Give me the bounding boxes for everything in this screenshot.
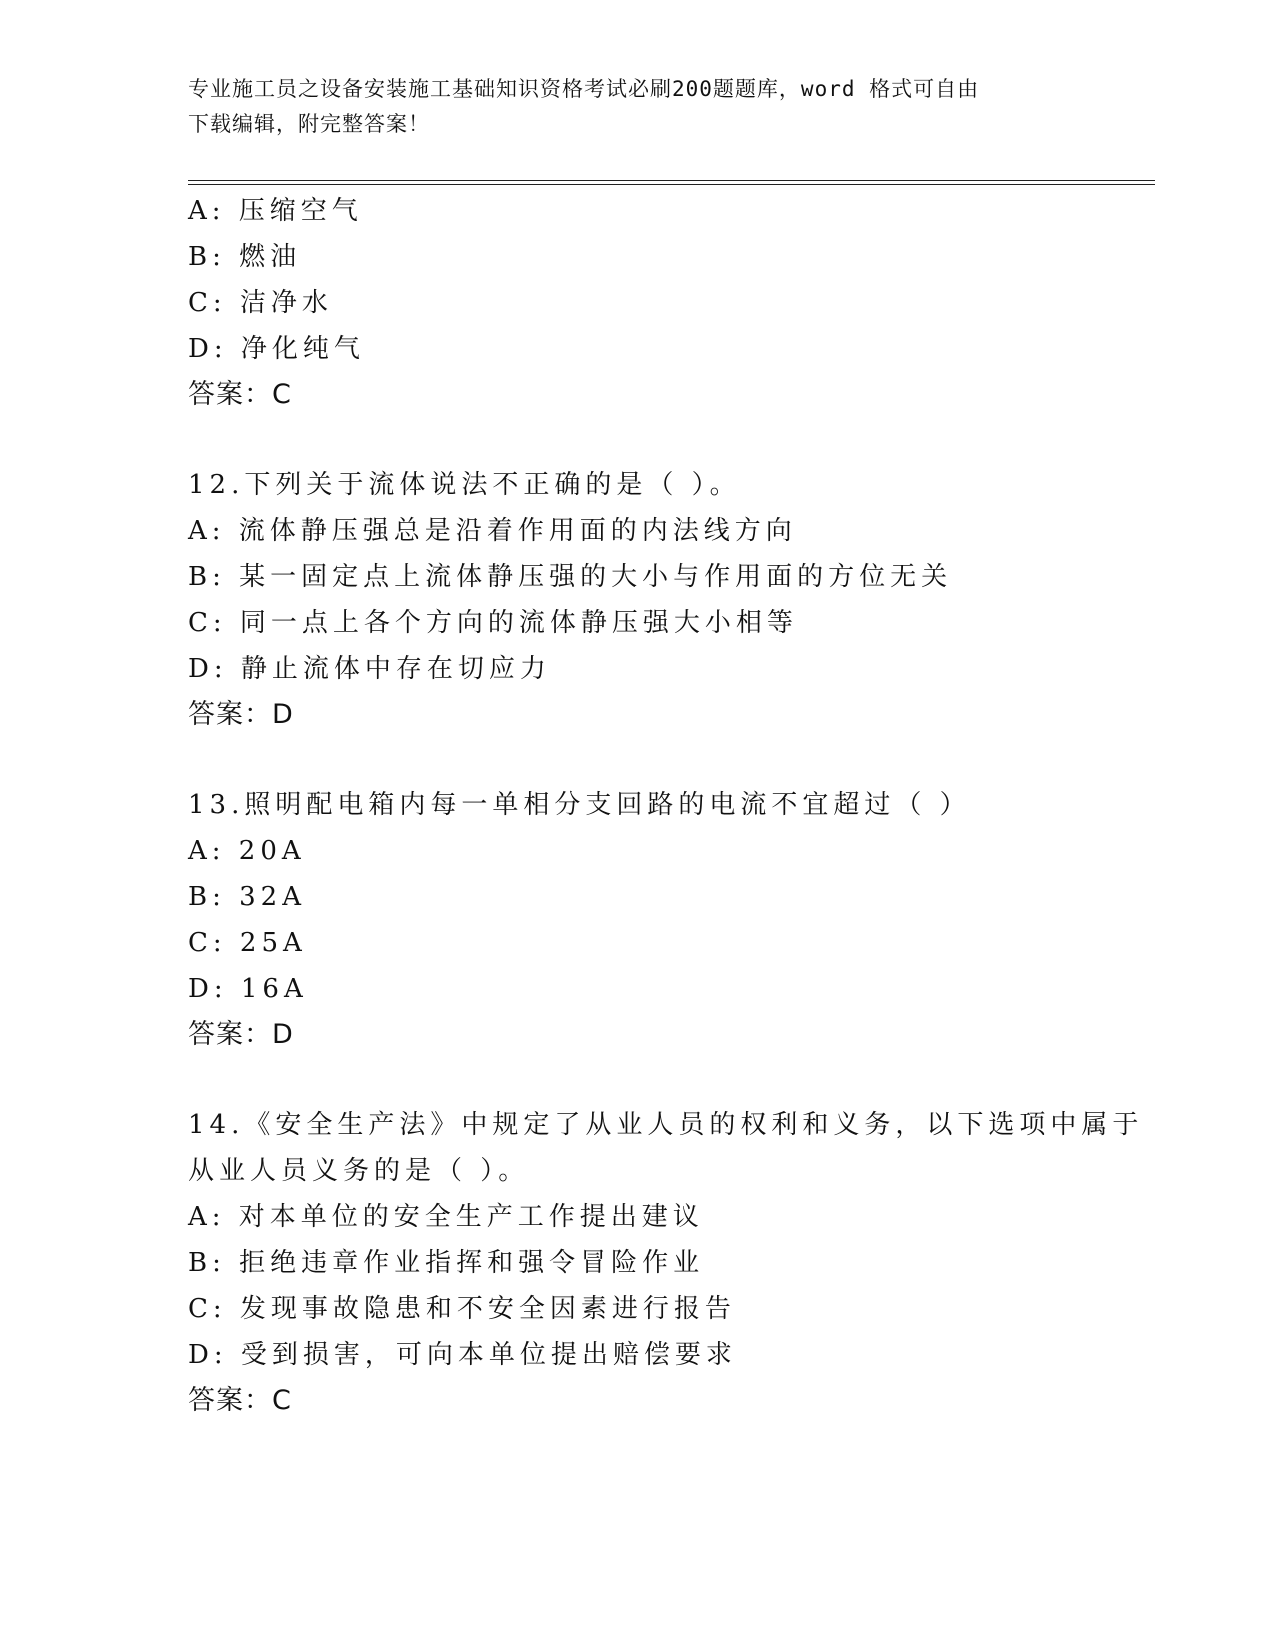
q12-option-c: C: 同一点上各个方向的流体静压强大小相等 [188, 608, 798, 638]
q14-option-d: D: 受到损害，可向本单位提出赔偿要求 [188, 1340, 737, 1370]
q11-option-c: C: 洁净水 [188, 288, 333, 318]
q13-answer: 答案：D [188, 1019, 294, 1050]
spacer [188, 738, 1088, 782]
header-title-line-1: 专业施工员之设备安装施工基础知识资格考试必刷200题题库，word 格式可自由 [188, 77, 980, 101]
q11-option-d: D: 净化纯气 [188, 334, 365, 364]
q13-question: 13.照明配电箱内每一单相分支回路的电流不宜超过（ ） [188, 790, 971, 820]
question-14-block [188, 1102, 1144, 1424]
q14-question-line-2: 从业人员义务的是（ ）。 [188, 1156, 530, 1186]
q13-option-a: A: 20A [188, 836, 306, 866]
q14-answer: 答案：C [188, 1385, 292, 1416]
spacer [188, 1058, 1088, 1102]
q13-option-d: D: 16A [188, 974, 308, 1004]
q14-option-b: B: 拒绝违章作业指挥和强令冒险作业 [188, 1248, 705, 1278]
question-13-block [188, 782, 1088, 1058]
q12-question: 12.下列关于流体说法不正确的是（ ）。 [188, 470, 741, 500]
q12-answer: 答案：D [188, 699, 294, 730]
spacer [188, 418, 1088, 462]
q14-option-c: C: 发现事故隐患和不安全因素进行报告 [188, 1294, 736, 1324]
q13-option-c: C: 25A [188, 928, 307, 958]
q14-option-a: A: 对本单位的安全生产工作提出建议 [188, 1202, 704, 1232]
question-11-block [188, 188, 1088, 418]
q11-option-a: A: 压缩空气 [188, 196, 363, 226]
question-12-block [188, 462, 1088, 738]
q11-answer: 答案：C [188, 379, 292, 410]
q13-option-b: B: 32A [188, 882, 306, 912]
q14-question-line-1: 14.《安全生产法》中规定了从业人员的权利和义务，以下选项中属于 [188, 1110, 1144, 1140]
q11-option-b: B: 燃油 [188, 242, 302, 272]
question-list [188, 188, 1144, 1424]
header-divider-bottom [188, 184, 1155, 185]
document-header [188, 72, 1068, 142]
header-title-line-2: 下载编辑，附完整答案！ [188, 112, 430, 136]
q12-option-b: B: 某一固定点上流体静压强的大小与作用面的方位无关 [188, 562, 953, 592]
q12-option-d: D: 静止流体中存在切应力 [188, 654, 551, 684]
q12-option-a: A: 流体静压强总是沿着作用面的内法线方向 [188, 516, 797, 546]
header-divider-top [188, 180, 1155, 181]
